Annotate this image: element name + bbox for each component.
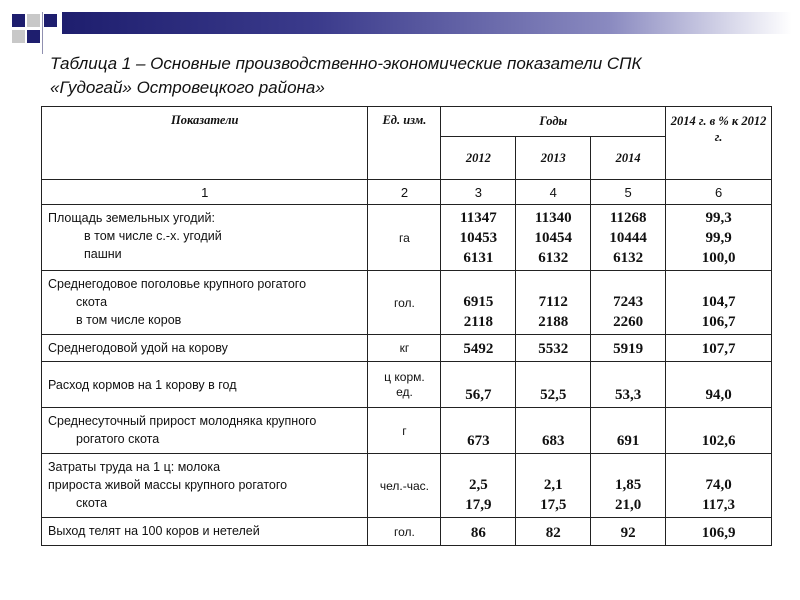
value: 104,7: [701, 294, 736, 310]
value: 10454: [534, 230, 573, 246]
label-line: Площадь земельных угодий:: [48, 211, 215, 225]
row-label: [42, 335, 368, 362]
table-row: [42, 454, 772, 518]
row-unit: кг: [368, 335, 441, 362]
value: 10444: [609, 230, 647, 246]
value-2012: [441, 205, 516, 271]
value-2013: [516, 454, 591, 518]
slide-title: [50, 52, 770, 100]
header-year-2013: 2013: [516, 137, 591, 180]
row-unit: га: [368, 205, 441, 271]
column-number: 6: [666, 180, 772, 205]
row-unit: гол.: [368, 271, 441, 335]
value-2014: 691: [591, 408, 666, 454]
row-unit: ц корм. ед.: [368, 362, 441, 408]
value: 2,1: [543, 477, 563, 493]
value: 100,0: [701, 250, 736, 266]
value-2014: 5919: [591, 335, 666, 362]
value: 106,7: [701, 314, 736, 330]
value: 11340: [534, 210, 572, 226]
value: 1,85: [615, 477, 642, 493]
value: 117,3: [702, 497, 736, 513]
value: 11347: [460, 210, 497, 226]
value-2013: 52,5: [516, 362, 591, 408]
value: 2188: [538, 314, 569, 330]
value: 99,9: [705, 230, 732, 246]
label-line: Среднесуточный прирост молодняка крупного: [48, 414, 317, 428]
row-label: [42, 454, 368, 518]
value-2013: [516, 205, 591, 271]
column-number: 4: [516, 180, 591, 205]
label-line: Среднегодовое поголовье крупного рогатого: [48, 277, 307, 291]
value: 6132: [613, 250, 644, 266]
label-line: рогатого скота: [76, 432, 160, 446]
value: 7243: [613, 294, 644, 310]
value: 99,3: [705, 210, 732, 226]
decor-square: [27, 14, 40, 27]
value-2014: 92: [591, 518, 666, 546]
value: 6131: [463, 250, 494, 266]
table-row: [42, 408, 772, 454]
value: 11268: [609, 210, 647, 226]
header-unit: Ед. изм.: [368, 107, 441, 180]
label-line: Расход кормов на 1 корову в год: [48, 377, 237, 392]
value-2012: 56,7: [441, 362, 516, 408]
row-unit: чел.-час.: [368, 454, 441, 518]
value: 7112: [538, 294, 568, 310]
value-percent: 107,7: [666, 335, 772, 362]
decor-square: [12, 14, 25, 27]
decor-vertical-line: [42, 12, 43, 54]
value-percent: [666, 205, 772, 271]
value: 17,9: [465, 497, 492, 513]
header-indicator: Показатели: [42, 107, 368, 180]
label-line: Затраты труда на 1 ц: молока: [48, 460, 221, 474]
indicators-table: [41, 106, 772, 546]
row-unit: гол.: [368, 518, 441, 546]
column-number: 3: [441, 180, 516, 205]
value: 2260: [613, 314, 644, 330]
table-row: [42, 362, 772, 408]
decor-square: [27, 30, 40, 43]
slide-header-bar: [62, 12, 792, 34]
value: 21,0: [615, 497, 642, 513]
label-line: прироста живой массы крупного рогатого: [48, 478, 288, 492]
header-year-2014: 2014: [591, 137, 666, 180]
value-2012: 5492: [441, 335, 516, 362]
value-2013: 683: [516, 408, 591, 454]
table-row: [42, 271, 772, 335]
value-2014: [591, 271, 666, 335]
value-2012: [441, 271, 516, 335]
column-number: 2: [368, 180, 441, 205]
value-percent: [666, 454, 772, 518]
row-label: [42, 362, 368, 408]
header-percent: 2014 г. в % к 2012 г.: [666, 107, 772, 180]
label-line: скота: [76, 295, 108, 309]
decor-square: [12, 30, 25, 43]
value: 10453: [459, 230, 498, 246]
decor-square: [44, 14, 57, 27]
value-2013: 82: [516, 518, 591, 546]
row-label: [42, 408, 368, 454]
value-percent: 94,0: [666, 362, 772, 408]
value-percent: 102,6: [666, 408, 772, 454]
label-line: в том числе с.-х. угодий: [84, 229, 222, 243]
value: 6132: [538, 250, 569, 266]
value-2014: [591, 205, 666, 271]
label-line: в том числе коров: [76, 313, 182, 327]
title-line-2: «Гудогай» Островецкого района»: [50, 78, 325, 97]
value: 6915: [463, 294, 494, 310]
value-2013: 5532: [516, 335, 591, 362]
value-2014: 53,3: [591, 362, 666, 408]
row-label: [42, 518, 368, 546]
label-line: пашни: [84, 247, 122, 261]
table-row: [42, 205, 772, 271]
row-unit: г: [368, 408, 441, 454]
value: 2,5: [468, 477, 488, 493]
header-year-2012: 2012: [441, 137, 516, 180]
header-years: Годы: [441, 107, 666, 137]
label-line: скота: [76, 496, 108, 510]
row-label: [42, 205, 368, 271]
value-2012: [441, 454, 516, 518]
value: 17,5: [540, 497, 567, 513]
label-line: Выход телят на 100 коров и нетелей: [48, 524, 260, 538]
column-number-row: [42, 180, 772, 205]
value-percent: 106,9: [666, 518, 772, 546]
value: 74,0: [705, 477, 732, 493]
title-line-1: Таблица 1 – Основные производственно-экономические показатели СПК: [50, 54, 642, 73]
column-number: 5: [591, 180, 666, 205]
value-2014: [591, 454, 666, 518]
value-2012: 86: [441, 518, 516, 546]
label-line: Среднегодовой удой на корову: [48, 341, 228, 355]
table-row: [42, 518, 772, 546]
value-percent: [666, 271, 772, 335]
value-2013: [516, 271, 591, 335]
row-label: [42, 271, 368, 335]
table-row: [42, 335, 772, 362]
value: 2118: [463, 314, 493, 330]
value-2012: 673: [441, 408, 516, 454]
column-number: 1: [42, 180, 368, 205]
